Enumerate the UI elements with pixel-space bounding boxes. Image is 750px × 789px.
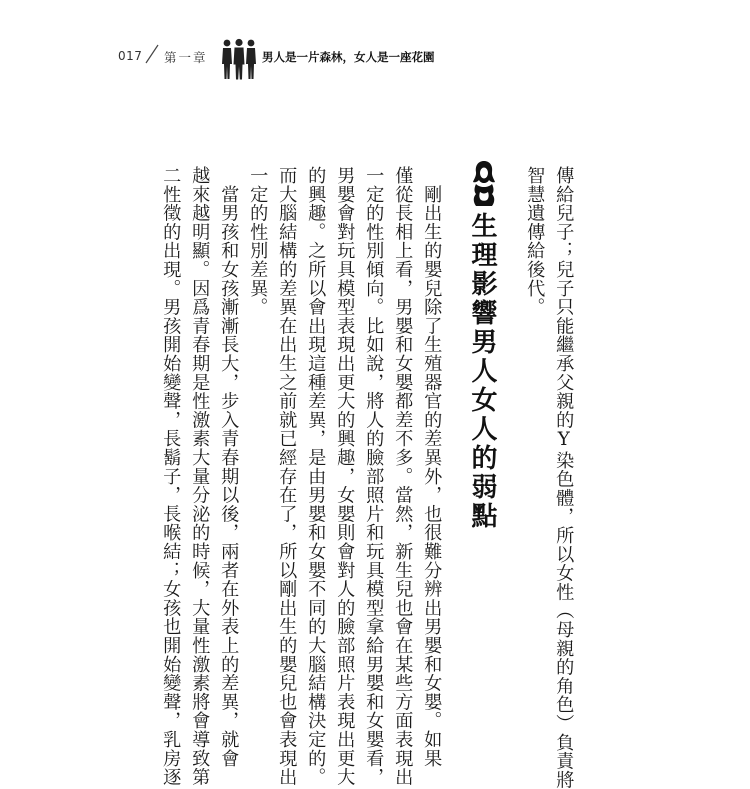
text-column: 一定的性別傾向。比如說，將人的臉部照片和玩具模型拿給男嬰和女嬰看， <box>363 166 385 787</box>
text-column: 二性徵的出現。男孩開始變聲，長鬍子，長喉結；女孩也開始變聲，乳房逐 <box>160 166 182 787</box>
slash-divider-icon <box>144 44 160 64</box>
text-column: 越來越明顯。因爲青春期是性激素大量分泌的時候，大量性激素將會導致第 <box>189 166 211 787</box>
text-column: 當男孩和女孩漸漸長大，步入青春期以後，兩者在外表上的差異，就會 <box>218 166 240 768</box>
text-column: 剛出生的嬰兒除了生殖器官的差異外，也很難分辨出男嬰和女嬰。如果 <box>421 166 443 768</box>
people-silhouette-icon <box>220 38 258 80</box>
text-column: 一定的性別差異。 <box>247 166 269 317</box>
section-heading <box>466 160 502 531</box>
text-column: 傳給兒子；兒子只能繼承父親的Y染色體，所以女性（母親的角色）負責將 <box>553 166 575 789</box>
chapter-label: 第一章 <box>164 50 208 65</box>
text-column: 男嬰會對玩具模型表現出更大的興趣，女嬰則會對人的臉部照片表現出更大 <box>334 166 356 787</box>
running-header <box>118 36 435 80</box>
series-title: 男人是一片森林，女人是一座花園 <box>262 50 435 64</box>
text-column: 而大腦結構的差異在出生之前就已經存在了，所以剛出生的嬰兒也會表現出 <box>276 166 298 787</box>
text-column: 的興趣。之所以會出現這種差異，是由男嬰和女嬰不同的大腦結構決定的。 <box>305 166 327 787</box>
woman-silhouette-icon <box>470 160 498 208</box>
page-number: 017 <box>118 49 143 63</box>
text-column: 智慧遺傳給後代。 <box>524 166 546 317</box>
text-column: 僅從長相上看，男嬰和女嬰都差不多。當然，新生兒也會在某些方面表現出 <box>392 166 414 787</box>
section-heading-text: 生理影響男人女人的弱點 <box>467 212 497 531</box>
